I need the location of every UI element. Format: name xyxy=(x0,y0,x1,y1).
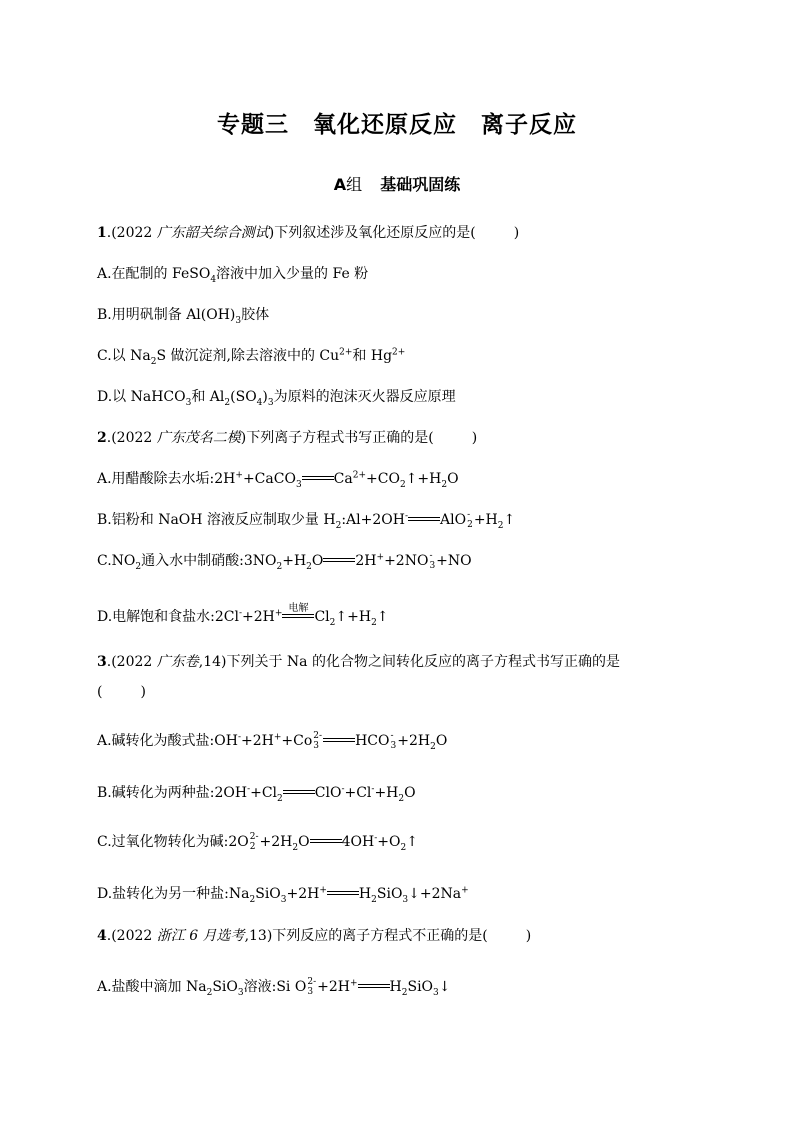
text-fragment: +2H xyxy=(241,733,274,749)
text-fragment: HCO xyxy=(355,733,390,749)
text-fragment: - xyxy=(374,833,378,844)
equals-sign xyxy=(310,838,342,846)
text-fragment: - xyxy=(239,608,243,619)
text-fragment: 2 xyxy=(467,520,473,530)
question-2-option-b xyxy=(97,510,515,530)
equals-sign xyxy=(282,603,314,621)
text-fragment: ,14)下列关于 Na 的化合物之间转化反应的离子方程式书写正确的是 xyxy=(198,654,620,670)
section-name: 基础巩固练 xyxy=(380,175,461,194)
equals-sign xyxy=(327,890,359,898)
text-fragment: S 做沉淀剂,除去溶液中的 Cu xyxy=(156,348,340,364)
text-fragment: B.碱转化为两种盐:2OH xyxy=(97,785,248,801)
text-fragment: 2 xyxy=(335,520,342,531)
text-fragment: O xyxy=(298,834,310,850)
question-number: 3 xyxy=(97,654,107,670)
text-fragment: +Co xyxy=(281,733,313,749)
text-fragment: .(2022 xyxy=(106,430,157,446)
text-fragment: ↑+H xyxy=(405,471,442,487)
question-number: 1 xyxy=(97,225,107,241)
text-fragment: C.以 Na xyxy=(97,348,151,364)
text-fragment: Cl xyxy=(314,609,330,625)
text-fragment: 3 xyxy=(307,987,314,997)
section-heading xyxy=(0,172,794,195)
text-fragment: 2 xyxy=(292,842,299,853)
text-fragment: + xyxy=(273,732,282,743)
charge-stack xyxy=(307,977,316,997)
title-part-2: 氧化还原反应 xyxy=(313,112,457,138)
question-source: 广东韶关综合测试 xyxy=(156,225,269,241)
text-fragment: ↓ xyxy=(438,979,451,995)
text-fragment: 2 xyxy=(206,987,213,998)
text-fragment: D.盐转化为另一种盐:Na xyxy=(97,886,250,902)
text-fragment: D.以 NaHCO xyxy=(97,389,186,405)
question-3-option-a xyxy=(97,731,447,751)
text-fragment: 2 xyxy=(306,561,312,572)
question-1-option-a xyxy=(97,264,368,284)
text-fragment: 2 xyxy=(371,894,377,905)
text-fragment: + xyxy=(349,978,358,989)
text-fragment: +2NO xyxy=(384,553,429,569)
text-fragment: - xyxy=(429,551,433,561)
text-fragment: 3 xyxy=(235,315,242,326)
text-fragment: 3 xyxy=(313,741,320,751)
text-fragment: 3 xyxy=(433,987,439,998)
text-fragment: - xyxy=(371,784,375,795)
text-fragment: 溶液中加入少量的 Fe 粉 xyxy=(216,266,369,282)
text-fragment: 3 xyxy=(185,397,192,408)
text-fragment: - xyxy=(404,511,409,522)
text-fragment: 4OH xyxy=(341,834,375,850)
text-fragment: D.电解饱和食盐水:2Cl xyxy=(97,609,239,625)
text-fragment: + xyxy=(376,552,385,563)
text-fragment: 和 Hg xyxy=(352,348,393,364)
text-fragment: B.用明矾制备 Al(OH) xyxy=(97,307,236,323)
text-fragment: 2 xyxy=(249,894,256,905)
text-fragment: 为原料的泡沫灭火器反应原理 xyxy=(273,389,456,405)
text-fragment: 2 xyxy=(277,793,283,804)
text-fragment: 3 xyxy=(237,987,244,998)
text-fragment: +2H xyxy=(259,834,293,850)
question-3-option-d xyxy=(97,884,469,904)
equals-sign xyxy=(323,737,355,745)
text-fragment: ) xyxy=(471,430,478,446)
question-2-option-c xyxy=(97,551,472,571)
text-fragment: +NO xyxy=(436,553,472,569)
question-source: 广东卷 xyxy=(156,654,199,670)
text-fragment: 4 xyxy=(256,397,263,408)
question-3-stem xyxy=(97,652,620,672)
text-fragment: SiO xyxy=(255,886,281,902)
charge-stack xyxy=(313,731,322,751)
charge-stack xyxy=(467,510,473,530)
text-fragment: + xyxy=(235,470,243,481)
text-fragment: 2 xyxy=(398,793,405,804)
text-fragment: 3 xyxy=(267,397,274,408)
text-fragment: +O xyxy=(377,834,401,850)
text-fragment: 2 xyxy=(371,617,377,628)
text-fragment: +CaCO xyxy=(242,471,296,487)
question-1-option-b xyxy=(97,305,269,325)
text-fragment: 2+ xyxy=(392,347,406,358)
text-fragment: ) xyxy=(262,389,268,405)
charge-stack xyxy=(250,832,259,852)
text-fragment: - xyxy=(390,731,394,741)
text-fragment: 2+ xyxy=(339,347,353,358)
text-fragment: +CO xyxy=(366,471,400,487)
text-fragment: B.铝粉和 NaOH 溶液反应制取少量 H xyxy=(97,512,336,528)
text-fragment: A.盐酸中滴加 Na xyxy=(97,979,207,995)
text-fragment: O xyxy=(404,785,416,801)
text-fragment: 3 xyxy=(280,894,287,905)
reaction-condition: 电解 xyxy=(288,603,309,614)
text-fragment: ↓+2Na xyxy=(408,886,462,902)
text-fragment: 3 xyxy=(402,894,409,905)
text-fragment: SiO xyxy=(376,886,403,902)
text-fragment: Ca xyxy=(333,471,353,487)
text-fragment: .(2022 xyxy=(106,654,157,670)
text-fragment: 2 xyxy=(400,842,407,853)
text-fragment: - xyxy=(247,784,251,795)
text-fragment: +Cl xyxy=(250,785,278,801)
text-fragment: A.用醋酸除去水垢:2H xyxy=(97,471,236,487)
text-fragment: 2 xyxy=(249,842,256,852)
text-fragment: +2H xyxy=(286,886,320,902)
text-fragment: 胶体 xyxy=(241,307,270,323)
question-2-stem xyxy=(97,428,477,448)
text-fragment: - xyxy=(341,784,345,795)
question-2-option-d xyxy=(97,603,389,628)
text-fragment: 2 xyxy=(441,479,448,490)
title-part-3: 离子反应 xyxy=(481,112,577,138)
text-fragment: - xyxy=(237,732,242,743)
text-fragment: 2 xyxy=(497,520,504,531)
question-3-option-b xyxy=(97,783,416,803)
text-fragment: 2 xyxy=(135,561,142,572)
question-source: 浙江 6 月选考 xyxy=(156,928,245,944)
text-fragment: :Al+2OH xyxy=(341,512,405,528)
text-fragment: ( xyxy=(97,684,103,700)
text-fragment: 溶液:Si O xyxy=(243,979,307,995)
text-fragment: .(2022 xyxy=(106,225,157,241)
text-fragment: 2 xyxy=(401,987,408,998)
text-fragment: ↑ xyxy=(503,512,516,528)
question-number: 4 xyxy=(97,928,107,944)
text-fragment: +2H xyxy=(397,733,431,749)
question-2-option-a xyxy=(97,469,459,489)
question-3-stem-cont xyxy=(97,682,146,702)
text-fragment: 3 xyxy=(429,561,436,571)
equals-sign xyxy=(323,557,355,565)
text-fragment: 通入水中制硝酸:3NO xyxy=(141,553,277,569)
text-fragment: 2- xyxy=(249,832,259,842)
title-part-1: 专题三 xyxy=(217,112,289,138)
text-fragment: 2- xyxy=(307,977,317,987)
text-fragment: A.碱转化为酸式盐:OH xyxy=(97,733,238,749)
text-fragment: O xyxy=(311,553,324,569)
text-fragment: ClO xyxy=(314,785,342,801)
text-fragment: .(2022 xyxy=(106,928,157,944)
charge-stack xyxy=(390,731,396,751)
text-fragment: 和 Al xyxy=(191,389,225,405)
text-fragment: 3 xyxy=(295,479,302,490)
page-title xyxy=(0,106,794,139)
text-fragment: ) xyxy=(140,684,146,700)
equals-sign xyxy=(302,475,334,483)
text-fragment: 2 xyxy=(430,741,436,752)
equals-sign xyxy=(358,983,390,991)
text-fragment: ,13)下列反应的离子方程式不正确的是( xyxy=(244,928,488,944)
text-fragment: 3 xyxy=(390,741,397,751)
text-fragment: AlO xyxy=(440,512,467,528)
question-number: 2 xyxy=(97,430,107,446)
text-fragment: 2 xyxy=(329,617,336,628)
text-fragment: 2 xyxy=(224,397,231,408)
question-1-option-c xyxy=(97,346,405,366)
text-fragment: A.在配制的 FeSO xyxy=(97,266,211,282)
text-fragment: O xyxy=(447,471,459,487)
text-fragment: ↑+H xyxy=(335,609,372,625)
text-fragment: 2 xyxy=(150,356,157,367)
text-fragment: ) xyxy=(525,928,532,944)
text-fragment: H xyxy=(389,979,402,995)
text-fragment: +H xyxy=(473,512,498,528)
text-fragment: ↑ xyxy=(376,609,389,625)
text-fragment: H xyxy=(358,886,372,902)
group-suffix: 组 xyxy=(346,175,363,194)
text-fragment: 2+ xyxy=(352,470,367,481)
text-fragment: +H xyxy=(374,785,399,801)
text-fragment: 2 xyxy=(399,479,406,490)
equals-sign xyxy=(408,516,440,524)
charge-stack xyxy=(429,551,435,571)
text-fragment: 2 xyxy=(276,561,283,572)
text-fragment: - xyxy=(467,510,471,520)
question-4-stem xyxy=(97,926,531,946)
text-fragment: )下列离子方程式书写正确的是( xyxy=(240,430,434,446)
equals-sign xyxy=(283,789,315,797)
text-fragment: C.NO xyxy=(97,553,136,569)
text-fragment: SiO xyxy=(212,979,238,995)
text-fragment: 4 xyxy=(210,274,217,285)
text-fragment: +H xyxy=(282,553,307,569)
question-4-option-a xyxy=(97,977,451,997)
text-fragment: 2H xyxy=(355,553,377,569)
text-fragment: + xyxy=(319,885,327,896)
text-fragment: +2H xyxy=(242,609,275,625)
question-3-option-c xyxy=(97,832,418,852)
text-fragment: (SO xyxy=(230,389,257,405)
text-fragment: ↑ xyxy=(406,834,418,850)
text-fragment: SiO xyxy=(407,979,434,995)
question-1-stem xyxy=(97,223,519,243)
text-fragment: + xyxy=(274,608,283,619)
question-source: 广东茂名二模 xyxy=(156,430,241,446)
text-fragment: O xyxy=(435,733,448,749)
text-fragment: C.过氧化物转化为碱:2O xyxy=(97,834,249,850)
question-1-option-d xyxy=(97,387,456,407)
text-fragment: )下列叙述涉及氧化还原反应的是( xyxy=(268,225,476,241)
text-fragment: +Cl xyxy=(344,785,372,801)
text-fragment: +2H xyxy=(317,979,350,995)
group-letter: A xyxy=(333,175,347,194)
text-fragment: + xyxy=(461,885,469,896)
text-fragment: ) xyxy=(513,225,520,241)
text-fragment: 2- xyxy=(313,731,323,741)
